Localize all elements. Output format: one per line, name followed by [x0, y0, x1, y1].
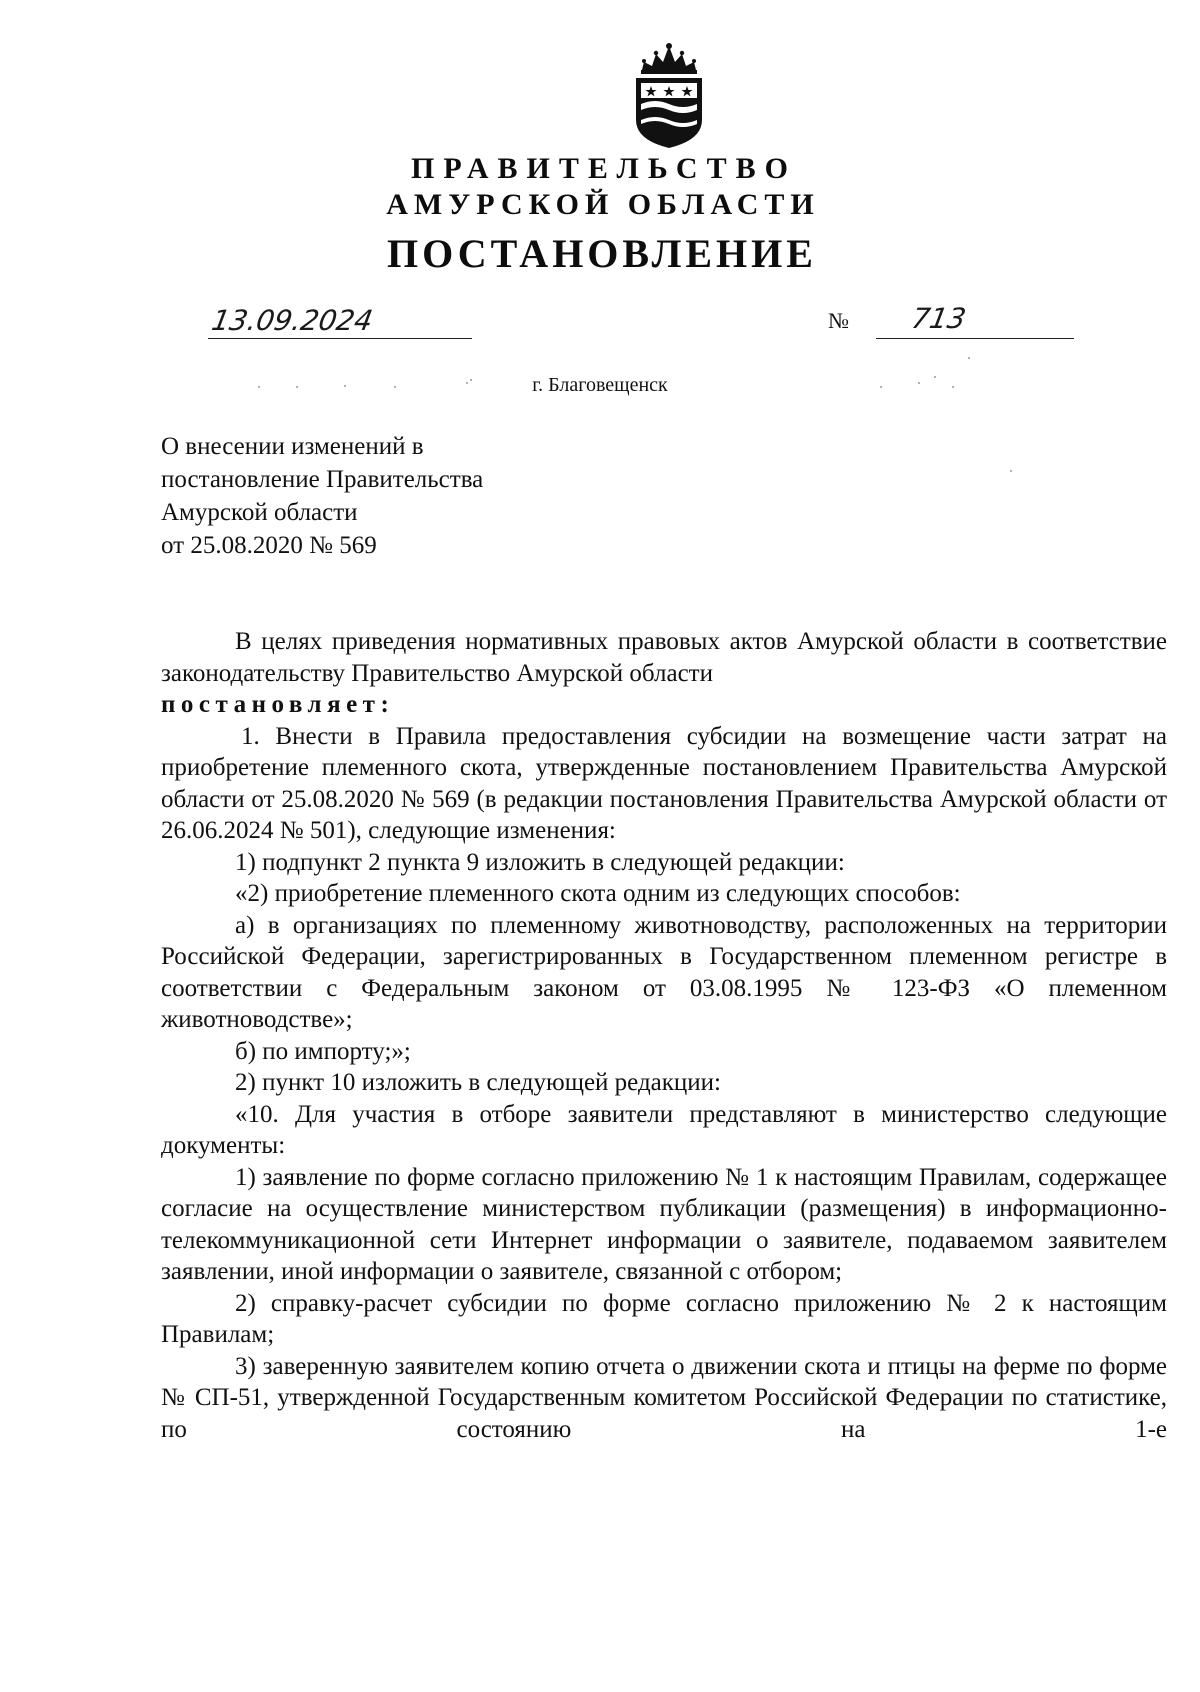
paragraph-item-a: а) в организациях по племенному животноводству, расположенных на территории Российской Федерации, зарегистрированных в Государственном племенном регистре в соответствии с Федеральным законом от 03.08.1995 № 123-ФЗ «О племенном животноводстве»; — [161, 911, 1167, 1033]
title-line: от 25.08.2020 № 569 — [161, 532, 377, 559]
number-sign: № — [828, 308, 849, 333]
preamble-paragraph: В целях приведения нормативных правовых актов Амурской области в соответствие законодательству Правительство Амурской области — [161, 628, 1167, 687]
paragraph-1-2: 2) пункт 10 изложить в следующей редакции: — [235, 1069, 721, 1096]
document-title — [161, 430, 483, 562]
paragraph-1: 1. Внести в Правила предоставления субсидии на возмещение части затрат на приобретение племенного скота, утвержденные постановлением Правительства Амурской области от 25.08.2020 № 569 (в редакции постановления Правительства Амурской области от 26.06.2024 № 501), следующие изменения: — [161, 722, 1167, 844]
city-line: г. Благовещенск — [532, 374, 668, 396]
date-underline — [208, 338, 472, 339]
number-underline — [876, 338, 1074, 339]
document-body — [161, 626, 1167, 1445]
paragraph-doc-3: 3) заверенную заявителем копию отчета о движении скота и птицы на ферме по форме № СП-51, утвержденной Государственным комитетом Российской Федерации по статистике, по состоянию на 1-е — [161, 1352, 1167, 1443]
region-heading: АМУРСКОЙ ОБЛАСТИ — [386, 188, 820, 221]
title-line: О внесении изменений в — [161, 433, 424, 460]
handwritten-number: 713 — [909, 302, 969, 335]
paragraph-doc-2: 2) справку-расчет субсидии по форме согласно приложению № 2 к настоящим Правилам; — [161, 1289, 1167, 1348]
decree-word-text: постановляет: — [161, 691, 395, 718]
document-type-heading: ПОСТАНОВЛЕНИЕ — [387, 231, 817, 276]
handwritten-date: 13.09.2024 — [209, 304, 376, 337]
amur-coat-of-arms-icon — [628, 40, 710, 152]
paragraph-quote-10: «10. Для участия в отборе заявители представляют в министерство следующие документы: — [161, 1100, 1167, 1159]
paragraph-item-b: б) по импорту;»; — [235, 1037, 411, 1065]
paragraph-quote-2: «2) приобретение племенного скота одним из следующих способов: — [235, 880, 961, 907]
title-line: Амурской области — [161, 499, 358, 526]
government-heading: ПРАВИТЕЛЬСТВО — [411, 152, 797, 185]
title-line: постановление Правительства — [161, 466, 484, 493]
paragraph-1-1: 1) подпункт 2 пункта 9 изложить в следующей редакции: — [235, 848, 845, 876]
decree-word — [161, 689, 1167, 721]
paragraph-doc-1: 1) заявление по форме согласно приложению № 1 к настоящим Правилам, содержащее согласие на осуществление министерством публикации (размещения) в информационно-телекоммуникационной сети Интернет информации о заявителе, подаваемом заявителем заявлении, иной информации о заявителе, связанной с отбором; — [161, 1163, 1167, 1285]
